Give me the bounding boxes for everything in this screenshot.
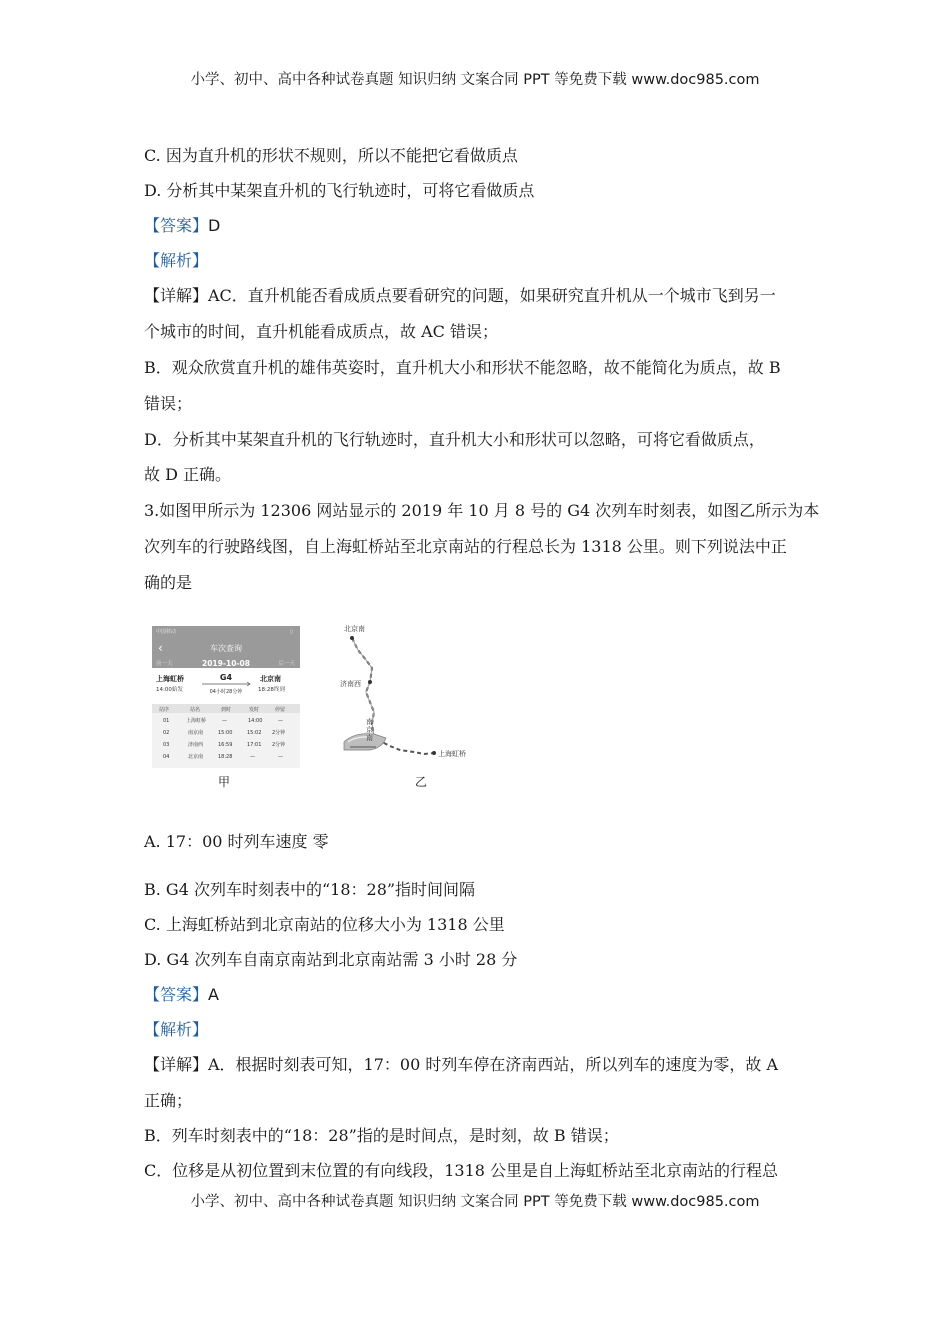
q2-analysis-label: 【解析】 [144,251,209,270]
status-left: 中国移动 [156,629,177,635]
page-header: 小学、初中、高中各种试卷真题 知识归纳 文案合同 PPT 等免费下载 www.doc985.com [190,72,760,88]
q2-option-c: C. 因为直升机的形状不规则，所以不能把它看做质点 [144,146,518,165]
station-dot [350,636,354,640]
svg-text:17:01: 17:01 [247,742,262,748]
figure-yi-caption: 乙 [415,775,428,789]
page-footer: 小学、初中、高中各种试卷真题 知识归纳 文案合同 PPT 等免费下载 www.doc985.com [190,1194,760,1210]
q3-option-a: A. 17：00 时列车速度 零 [144,832,329,851]
q3-stem-line: 次列车的行驶路线图，自上海虹桥站至北京南站的行程总长为 1318 公里。则下列说法中正 [144,537,787,556]
label-beijing: 北京南 [344,625,365,633]
q2-answer-label: 【答案】 [144,216,209,235]
q3-option-c: C. 上海虹桥站到北京南站的位移大小为 1318 公里 [144,915,505,934]
station-dot [432,751,436,755]
label-nanjing: 京 [366,726,373,734]
train-number: G4 [219,673,233,682]
q3-stem-line: 确的是 [144,573,193,592]
svg-text:02: 02 [163,730,170,736]
col-header: 站名 [190,707,201,713]
duration: 04小时28分钟 [209,689,243,695]
from-station: 上海虹桥 [156,675,184,683]
q2-detail-line: B．观众欣赏直升机的雄伟英姿时，直升机大小和形状不能忽略，故不能简化为质点，故 B [144,358,781,377]
svg-text:03: 03 [163,742,170,748]
date: 2019-10-08 [202,659,250,668]
svg-text:14:00: 14:00 [248,718,263,724]
svg-text:北京南: 北京南 [188,754,204,760]
q2-detail-line: 【详解】AC．直升机能否看成质点要看研究的问题，如果研究直升机从一个城市飞到另一 [144,286,776,305]
svg-text:2分钟: 2分钟 [272,730,286,736]
q2-option-d: D. 分析其中某架直升机的飞行轨迹时，可将它看做质点 [144,181,535,200]
q2-detail-line: D．分析其中某架直升机的飞行轨迹时，直升机大小和形状可以忽略，可将它看做质点， [144,430,765,449]
svg-text:18:28: 18:28 [218,754,233,760]
label-jinan: 济南西 [340,680,361,688]
label-shanghai: 上海虹桥 [438,750,466,758]
q2-detail-line: 错误； [144,394,193,413]
col-header: 到时 [221,707,232,713]
q3-detail-line: 正确； [144,1091,193,1110]
q2-detail-line: 故 D 正确。 [144,465,232,484]
train-icon [344,734,386,750]
timetable-title: 车次查询 [210,644,242,653]
q2-answer [144,216,220,236]
station-dot [368,680,372,684]
svg-text:—: — [278,718,283,724]
figure-yi-route-map [330,620,480,770]
q3-stem-line: 3.如图甲所示为 12306 网站显示的 2019 年 10 月 8 号的 G4 次列车时刻表，如图乙所示为本 [144,501,820,520]
q3-answer [144,985,219,1005]
svg-text:上海虹桥: 上海虹桥 [186,718,207,724]
q3-option-b: B. G4 次列车时刻表中的“18：28”指时间间隔 [144,880,476,899]
to-time: 18:28终到 [258,687,285,693]
figure-jia-timetable [150,626,302,771]
q2-answer-value: D [208,216,221,235]
svg-text:16:59: 16:59 [218,742,233,748]
svg-text:15:00: 15:00 [218,730,233,736]
q3-answer-label: 【答案】 [144,985,209,1004]
col-header: 站序 [159,707,170,713]
svg-text:04: 04 [163,754,170,760]
col-header: 停留 [275,707,286,713]
svg-text:南京南: 南京南 [188,730,204,736]
col-header: 发时 [249,707,260,713]
label-nanjing: 南 [366,718,373,726]
q3-detail-line: B．列车时刻表中的“18：28”指的是时间点，是时刻，故 B 错误； [144,1126,619,1145]
next-day: 后一天 [278,661,295,667]
svg-text:15:02: 15:02 [247,730,262,736]
svg-text:—: — [222,718,227,724]
svg-text:—: — [278,754,283,760]
back-chevron-icon: ‹ [158,641,163,655]
prev-day: 前一天 [156,661,173,667]
q3-answer-value: A [208,985,219,1004]
svg-text:2分钟: 2分钟 [272,742,286,748]
q2-detail-line: 个城市的时间，直升机能看成质点，故 AC 错误； [144,322,498,341]
svg-text:—: — [250,754,255,760]
from-time: 14:00始发 [156,687,183,693]
status-right: ▯ [290,629,293,635]
svg-text:01: 01 [163,718,170,724]
figure-jia-caption: 甲 [218,775,231,789]
q3-option-d: D. G4 次列车自南京南站到北京南站需 3 小时 28 分 [144,950,518,969]
q3-detail-line: C．位移是从初位置到末位置的有向线段，1318 公里是自上海虹桥站至北京南站的行程总 [144,1161,779,1180]
to-station: 北京南 [260,675,281,683]
svg-text:济南西: 济南西 [188,742,204,748]
q3-detail-line: 【详解】A．根据时刻表可知，17：00 时列车停在济南西站，所以列车的速度为零，故 A [144,1055,779,1074]
label-nanjing: 南 [366,734,373,742]
q3-analysis-label: 【解析】 [144,1020,209,1039]
